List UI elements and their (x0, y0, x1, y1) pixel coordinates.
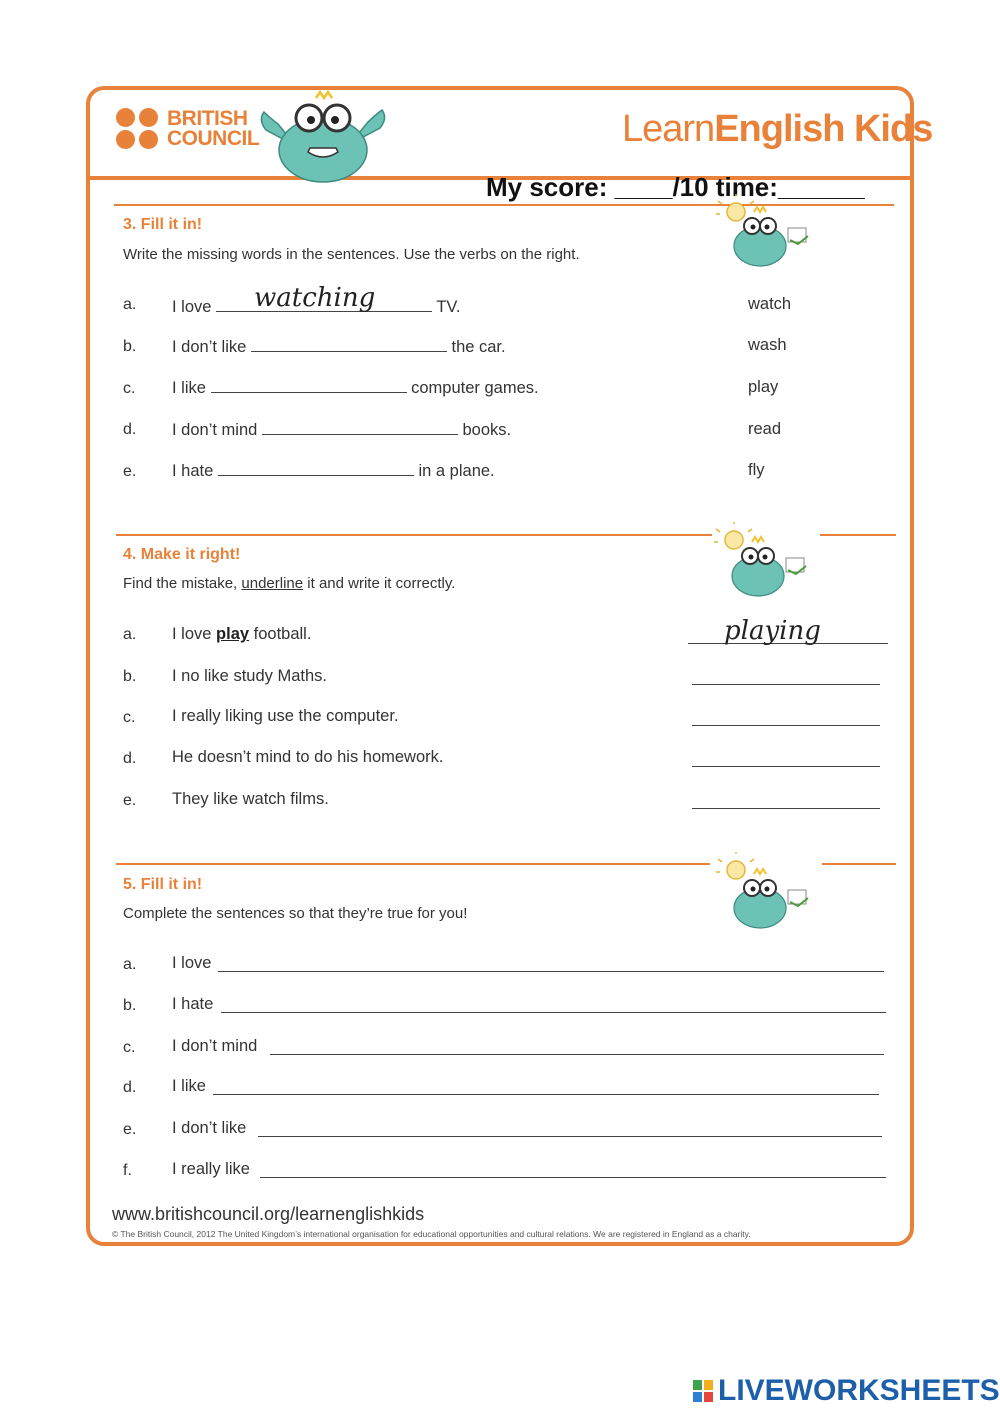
s4-a-mistake: play (216, 625, 250, 643)
section4-instruction (123, 575, 455, 592)
s4-item-c: I really liking use the computer. (172, 707, 399, 725)
s3-e-after: in a plane. (418, 462, 495, 480)
mascot-section3-icon (716, 194, 816, 274)
s3-b-before: I don’t like (172, 338, 247, 356)
s3-letter-b: b. (123, 338, 137, 355)
mascot-section5-icon (716, 852, 816, 934)
s3-letter-d: d. (123, 421, 137, 438)
s4-a-answer: playing (724, 616, 821, 646)
s3-b-answer-field[interactable] (251, 337, 447, 352)
s3-verb-c: play (748, 378, 779, 396)
brand-line-1: BRITISH (167, 106, 248, 130)
s4-letter-a: a. (123, 626, 137, 643)
s5-letter-a: a. (123, 956, 137, 973)
mascot-header-icon (256, 90, 390, 186)
s3-d-before: I don’t mind (172, 421, 258, 439)
section5-instruction: Complete the sentences so that they’re true for you! (123, 905, 468, 922)
section3-instruction: Write the missing words in the sentences. Use the verbs on the right. (123, 246, 580, 263)
section3-title: 3. Fill it in! (123, 216, 203, 233)
s3-item-b (172, 337, 506, 357)
s5-item-a: I love (172, 954, 212, 972)
footer-copyright: © The British Council, 2012 The United Kingdom’s international organisation for educational opportunities and cultural relations. We are registered in England as a charity. (112, 1229, 751, 1239)
s3-d-after: books. (462, 421, 512, 439)
s3-letter-a: a. (123, 296, 137, 313)
liveworksheets-logo-icon (692, 1378, 714, 1404)
s4-a-pre: I love (172, 625, 217, 643)
s5-item-d: I like (172, 1077, 206, 1095)
s4-item-b: I no like study Maths. (172, 667, 327, 685)
s4-d-answer-field[interactable] (692, 766, 880, 767)
s5-d-answer-field[interactable] (213, 1094, 879, 1095)
s5-f-answer-field[interactable] (260, 1177, 886, 1178)
s4-c-answer-field[interactable] (692, 725, 880, 726)
section5-divider-left (116, 863, 710, 865)
s5-c-answer-field[interactable] (270, 1054, 884, 1055)
s5-item-e: I don’t like (172, 1119, 247, 1137)
s3-a-after: TV. (436, 298, 461, 316)
s4-e-answer-field[interactable] (692, 808, 880, 809)
s4-letter-b: b. (123, 668, 137, 685)
mascot-section4-icon (714, 522, 814, 604)
s3-letter-c: c. (123, 380, 136, 397)
s3-c-after: computer games. (411, 379, 539, 397)
s4-item-d: He doesn’t mind to do his homework. (172, 748, 444, 766)
s4-item-a (172, 625, 311, 644)
s5-item-b: I hate (172, 995, 214, 1013)
section5-divider-right (822, 863, 896, 865)
s3-a-answer: watching (254, 283, 376, 313)
s3-c-answer-field[interactable] (211, 378, 407, 393)
brand-line-2: COUNCIL (167, 126, 260, 150)
section5-title: 5. Fill it in! (123, 876, 203, 893)
s4-b-answer-field[interactable] (692, 684, 880, 685)
s3-verb-b: wash (748, 336, 787, 354)
section4-divider-right (820, 534, 896, 536)
section4-divider-left (116, 534, 712, 536)
s3-e-answer-field[interactable] (218, 461, 414, 476)
british-council-dots-icon (116, 108, 159, 149)
s3-b-after: the car. (451, 338, 506, 356)
s4-letter-e: e. (123, 792, 137, 809)
s3-item-a (172, 283, 461, 317)
section4-title: 4. Make it right! (123, 546, 241, 563)
s5-letter-b: b. (123, 997, 137, 1014)
s5-letter-f: f. (123, 1162, 132, 1179)
score-time-field: My score: ____/10 time:______ (486, 172, 865, 202)
s3-e-before: I hate (172, 462, 214, 480)
s5-a-answer-field[interactable] (218, 971, 884, 972)
s3-a-before: I love (172, 298, 212, 316)
s4-letter-c: c. (123, 709, 136, 726)
s3-verb-d: read (748, 420, 782, 438)
british-council-logo (116, 108, 259, 149)
lek-learn: Learn (622, 108, 715, 150)
s3-d-answer-field[interactable] (262, 420, 458, 435)
s4-letter-d: d. (123, 750, 137, 767)
s3-verb-e: fly (748, 461, 765, 479)
s5-item-f: I really like (172, 1160, 250, 1178)
s5-letter-c: c. (123, 1039, 136, 1056)
s5-b-answer-field[interactable] (221, 1012, 886, 1013)
liveworksheets-text: LIVEWORKSHEETS (718, 1374, 1000, 1407)
s4-instr-post: it and write it correctly. (303, 575, 456, 592)
s4-instr-pre: Find the mistake, (123, 575, 242, 592)
s4-a-post: football. (249, 625, 312, 643)
s3-a-answer-field[interactable] (216, 283, 432, 313)
s4-instr-underline: underline (241, 575, 304, 592)
s3-item-e (172, 461, 495, 481)
s3-verb-a: watch (748, 295, 792, 313)
s3-letter-e: e. (123, 463, 137, 480)
footer-url: www.britishcouncil.org/learnenglishkids (112, 1204, 425, 1224)
s4-item-e: They like watch films. (172, 790, 329, 808)
liveworksheets-watermark (692, 1374, 1000, 1408)
learnenglish-kids-logo (622, 108, 932, 151)
s5-e-answer-field[interactable] (258, 1136, 882, 1137)
s5-letter-d: d. (123, 1079, 137, 1096)
s3-item-c (172, 378, 539, 398)
s5-letter-e: e. (123, 1121, 137, 1138)
s3-c-before: I like (172, 379, 206, 397)
s3-item-d (172, 420, 511, 440)
s5-item-c: I don’t mind (172, 1037, 258, 1055)
lek-english-kids: English Kids (714, 108, 933, 150)
